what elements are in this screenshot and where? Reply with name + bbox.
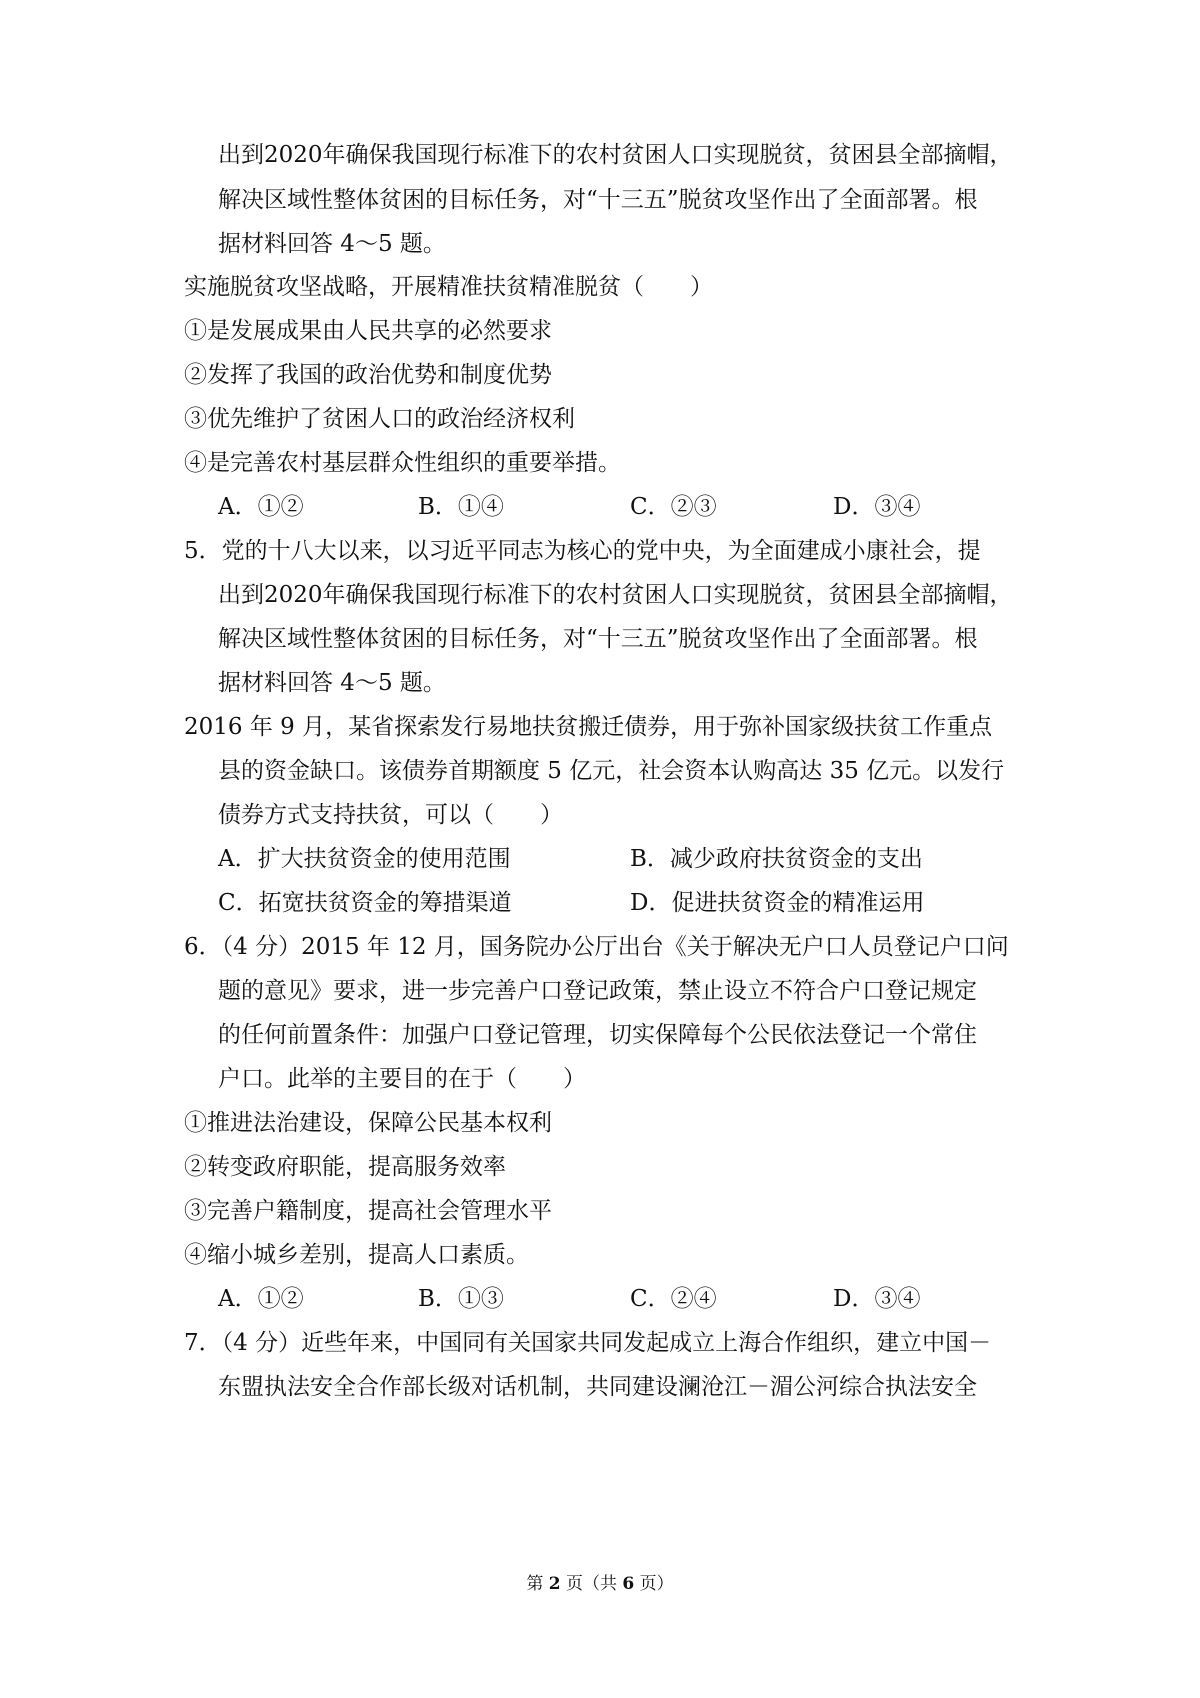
footer-suffix: 页） — [634, 1574, 674, 1594]
q4-item-1: ①是发展成果由人民共享的必然要求 — [184, 318, 552, 344]
q6-item-3: ③完善户籍制度，提高社会管理水平 — [184, 1198, 552, 1224]
q5-option-b: B．减少政府扶贫资金的支出 — [630, 846, 923, 872]
q5-line-2: 出到2020年确保我国现行标准下的农村贫困人口实现脱贫，贫困县全部摘帽， — [218, 582, 1013, 608]
q4-material-line-3: 据材料回答 4～5 题。 — [218, 231, 446, 257]
page-footer — [0, 1573, 1200, 1595]
footer-middle: 页（共 — [560, 1574, 623, 1594]
q6-item-1: ①推进法治建设，保障公民基本权利 — [184, 1110, 552, 1136]
q4-item-4: ④是完善农村基层群众性组织的重要举措。 — [184, 450, 621, 476]
q7-line-2: 东盟执法安全合作部长级对话机制，共同建设澜沧江－湄公河综合执法安全 — [218, 1374, 977, 1400]
footer-page-number: 2 — [548, 1574, 561, 1594]
q6-option-a: A．①② — [218, 1286, 304, 1312]
q5-options-row-2 — [0, 888, 1200, 918]
q5-options-row-1 — [0, 844, 1200, 874]
q5-line-4: 据材料回答 4～5 题。 — [218, 670, 446, 696]
q4-stem: 实施脱贫攻坚战略，开展精准扶贫精准脱贫（ ） — [184, 274, 713, 300]
q6-line-1: 6．（4 分）2015 年 12 月，国务院办公厅出台《关于解决无户口人员登记户口问 — [184, 934, 1009, 960]
q6-line-4: 户口。此举的主要目的在于（ ） — [218, 1066, 586, 1092]
q5-line-3: 解决区域性整体贫困的目标任务，对“十三五”脱贫攻坚作出了全面部署。根 — [218, 626, 978, 652]
q6-options — [0, 1284, 1200, 1314]
q6-item-4: ④缩小城乡差别，提高人口素质。 — [184, 1242, 529, 1268]
q5-stem-line-3: 债券方式支持扶贫，可以（ ） — [218, 802, 563, 828]
q4-options — [0, 492, 1200, 522]
q6-option-c: C．②④ — [630, 1286, 717, 1312]
q4-option-b: B．①④ — [418, 494, 504, 520]
q6-line-3: 的任何前置条件：加强户口登记管理，切实保障每个公民依法登记一个常住 — [218, 1022, 977, 1048]
q4-option-a: A．①② — [218, 494, 304, 520]
q4-material-line-2: 解决区域性整体贫困的目标任务，对“十三五”脱贫攻坚作出了全面部署。根 — [218, 187, 978, 213]
q6-item-2: ②转变政府职能，提高服务效率 — [184, 1154, 506, 1180]
q6-option-d: D．③④ — [833, 1286, 921, 1312]
q4-item-3: ③优先维护了贫困人口的政治经济权利 — [184, 406, 575, 432]
q5-option-c: C．拓宽扶贫资金的筹措渠道 — [218, 890, 512, 916]
footer-total-pages: 6 — [622, 1574, 635, 1594]
q4-item-2: ②发挥了我国的政治优势和制度优势 — [184, 362, 552, 388]
q4-option-c: C．②③ — [630, 494, 717, 520]
q6-line-2: 题的意见》要求，进一步完善户口登记政策，禁止设立不符合户口登记规定 — [218, 978, 977, 1004]
q5-stem-line-1: 2016 年 9 月，某省探索发行易地扶贫搬迁债券，用于弥补国家级扶贫工作重点 — [184, 714, 993, 740]
q4-material-line-1: 出到2020年确保我国现行标准下的农村贫困人口实现脱贫，贫困县全部摘帽， — [218, 142, 1013, 168]
q5-line-1: 5．党的十八大以来，以习近平同志为核心的党中央，为全面建成小康社会，提 — [184, 538, 981, 564]
q5-stem-line-2: 县的资金缺口。该债券首期额度 5 亿元，社会资本认购高达 35 亿元。以发行 — [218, 758, 1005, 784]
q5-option-d: D．促进扶贫资金的精准运用 — [630, 890, 925, 916]
footer-prefix: 第 — [526, 1574, 549, 1594]
q4-option-d: D．③④ — [833, 494, 921, 520]
q6-option-b: B．①③ — [418, 1286, 504, 1312]
q5-option-a: A．扩大扶贫资金的使用范围 — [218, 846, 511, 872]
q7-line-1: 7．（4 分）近些年来，中国同有关国家共同发起成立上海合作组织，建立中国－ — [184, 1330, 992, 1356]
